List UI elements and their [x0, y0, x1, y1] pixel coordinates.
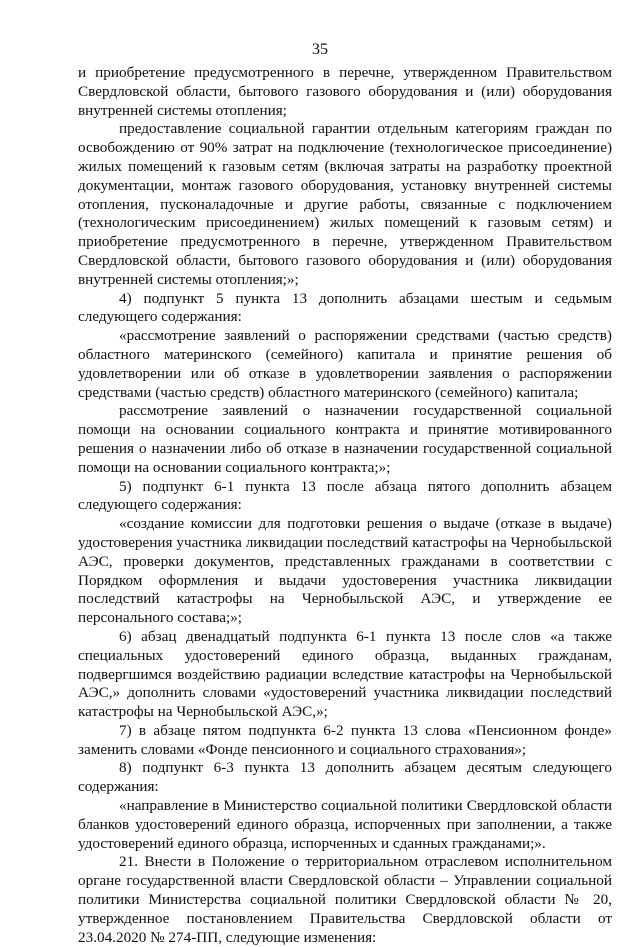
- paragraph-item-4: 4) подпункт 5 пункта 13 дополнить абзацами шестым и седьмым следующего содержания:: [78, 289, 612, 326]
- paragraph-item-4-quote-2: рассмотрение заявлений о назначении государственной социальной помощи на основании социального контракта и принятие мотивированного решения о назначении либо об отказе в назначении государственной социальной помощи на основании социального контракта;»;: [78, 402, 612, 476]
- paragraph-item-4-quote-1: «рассмотрение заявлений о распоряжении средствами (частью средств) областного материнского (семейного) капитала и принятие решения об удовлетворении или об отказе в удовлетворении заявления о распоряжении средствами (частью средств) областного материнского (семейного) капитала;: [78, 327, 612, 401]
- paragraph-continuation: и приобретение предусмотренного в перечне, утвержденном Правительством Свердловской области, бытового газового оборудования и (или) оборудования внутренней системы отопления;: [78, 64, 612, 119]
- paragraph-item-5-quote: «создание комиссии для подготовки решения о выдаче (отказе в выдаче) удостоверения участника ликвидации последствий катастрофы на Чернобыльской АЭС, проверки документов, представленных гражданами в соответствии с Порядком оформления и выдачи удостоверения участника ликвидации последствий катастрофы на Чернобыльской АЭС, и утверждение ее персонального состава;»;: [78, 515, 612, 627]
- paragraph-section-21: 21. Внести в Положение о территориальном отраслевом исполнительном органе государственной власти Свердловской области – Управлении социальной политики Министерства социальной политики Свердловской области № 20, утвержденное постановлением Правительства Свердловской области от 23.04.2020 № 274-ПП, следующие изменения:: [78, 853, 612, 946]
- paragraph-item-5: 5) подпункт 6-1 пункта 13 после абзаца пятого дополнить абзацем следующего содержания:: [78, 477, 612, 514]
- page-number: 35: [312, 41, 328, 58]
- paragraph-item-8-quote: «направление в Министерство социальной политики Свердловской области бланков удостоверений единого образца, испорченных при заполнении, а также удостоверений единого образца, испорченных и сданных гражданами;».: [78, 797, 612, 852]
- paragraph-item-7: 7) в абзаце пятом подпункта 6-2 пункта 13 слова «Пенсионном фонде» заменить словами «Фонде пенсионного и социального страхования»;: [78, 721, 612, 758]
- paragraph-item-8: 8) подпункт 6-3 пункта 13 дополнить абзацем десятым следующего содержания:: [78, 759, 612, 796]
- paragraph-item-6: 6) абзац двенадцатый подпункта 6-1 пункта 13 после слов «а также специальных удостоверений единого образца, выданных гражданам, подвергшимся воздействию радиации вследствие катастрофы на Чернобыльской АЭС,» дополнить словами «удостоверений участника ликвидации последствий катастрофы на Чернобыльской АЭС,»;: [78, 627, 612, 721]
- document-body: [78, 64, 612, 947]
- paragraph-social-guarantee: предоставление социальной гарантии отдельным категориям граждан по освобождению от 90% затрат на подключение (технологическое присоединение) жилых помещений к газовым сетям (включая затраты на разработку проектной документации, монтаж газового оборудования, установку внутренней системы отопления, пусконаладочные и другие работы, связанные с подключением (технологическим присоединением) жилых помещений к газовым сетям) и приобретение предусмотренного в перечне, утвержденном Правительством Свердловской области, бытового газового оборудования и (или) оборудования внутренней системы отопления;»;: [78, 120, 612, 288]
